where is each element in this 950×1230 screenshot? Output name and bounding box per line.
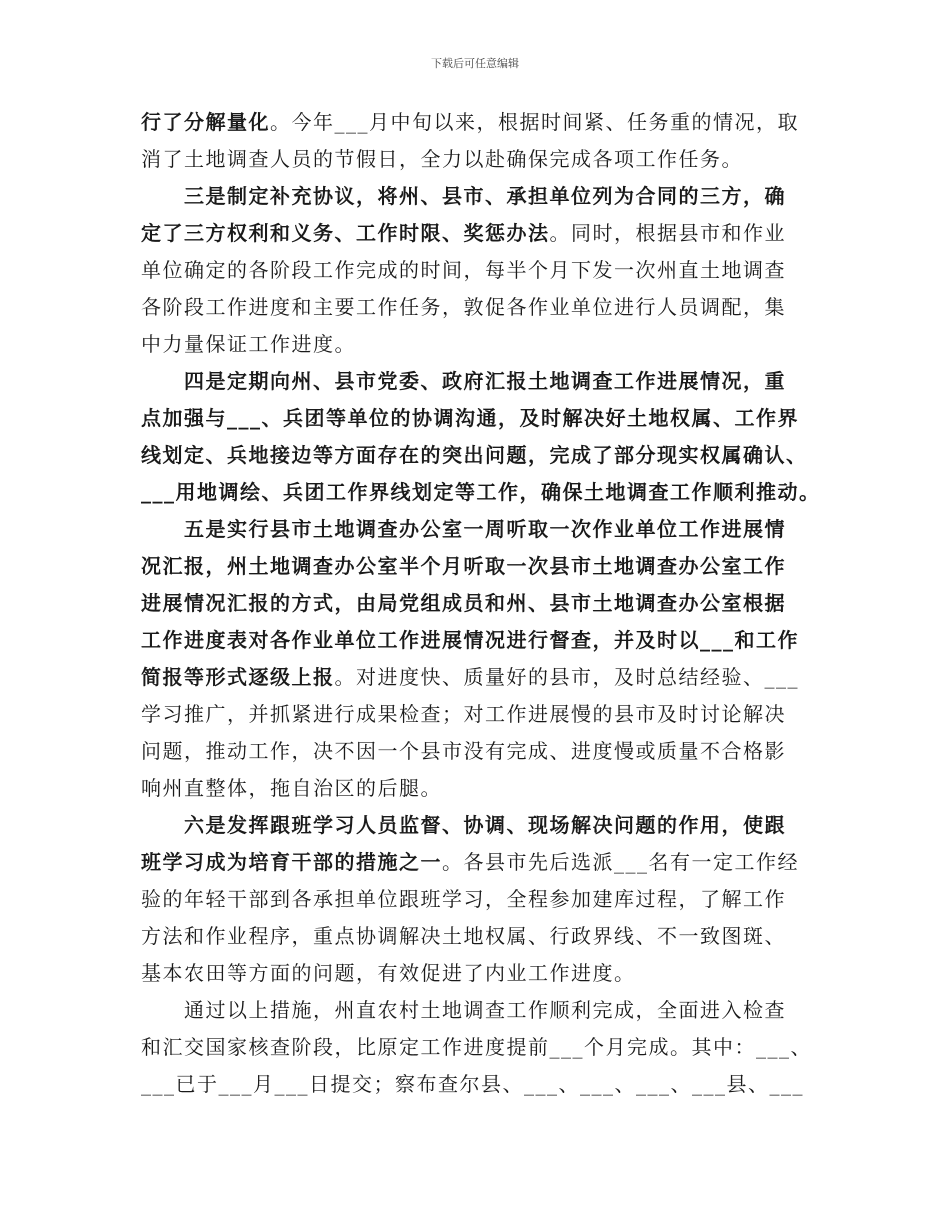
bold-text: 简报等形式逐级上报 [141,665,335,689]
text-line [141,585,811,622]
body-text: 。今年___月中旬以来，根据时间紧、任务重的情况，取 [270,110,799,134]
bold-text: ___用地调绘、兵团工作界线划定等工作，确保土地调查工作顺利推动。 [141,480,821,504]
text-line [141,918,811,955]
bold-text: 点加强与___、兵团等单位的协调沟通，及时解决好土地权属、工作界 [141,406,799,430]
bold-text: 进展情况汇报的方式，由局党组成员和州、县市土地调查办公室根据 [141,591,786,615]
text-line [141,363,811,400]
body-text: 验的年轻干部到各承担单位跟班学习，全程参加建库过程，了解工作 [141,887,786,911]
bold-text: 况汇报，州土地调查办公室半个月听取一次县市土地调查办公室工作 [141,554,786,578]
document-body [141,104,821,1103]
bold-text: 行了分解量化 [141,110,270,134]
body-text: 。各县市先后选派___名有一定工作经 [442,850,799,874]
text-line [141,770,811,807]
text-line [141,437,811,474]
text-line [141,1029,811,1066]
bold-text: 五是实行县市土地调查办公室一周听取一次作业单位工作进展情 [184,517,786,541]
bold-text: 三是制定补充协议，将州、县市、承担单位列为合同的三方，确 [184,184,786,208]
text-line [141,807,811,844]
text-line [141,400,811,437]
text-line [141,511,811,548]
bold-text: 线划定、兵地接边等方面存在的突出问题，完成了部分现实权属确认、 [141,443,808,467]
text-line [141,289,811,326]
text-line [141,955,811,992]
text-line [141,178,811,215]
bold-text: 工作进度表对各作业单位工作进展情况进行督查，并及时以___和工作 [141,628,799,652]
body-text: 问题，推动工作，决不因一个县市没有完成、进度慢或质量不合格影 [141,739,786,763]
text-line [141,252,811,289]
body-text: 各阶段工作进度和主要工作任务，敦促各作业单位进行人员调配，集 [141,295,786,319]
text-line [141,215,811,252]
bold-text: 六是发挥跟班学习人员监督、协调、现场解决问题的作用，使跟 [184,813,786,837]
bold-text: 班学习成为培育干部的措施之一 [141,850,442,874]
body-text: ___已于___月___日提交；察布查尔县、___、___、___、___县、___ [141,1072,804,1096]
body-text: 中力量保证工作进度。 [141,332,356,356]
text-line [141,992,811,1029]
body-text: 。同时，根据县市和作业 [549,221,786,245]
text-line [141,141,811,178]
page-header: 下载后可任意编辑 [431,57,519,70]
text-line [141,844,811,881]
text-line [141,622,811,659]
bold-text: 定了三方权利和义务、工作时限、奖惩办法 [141,221,550,245]
body-text: 。对进度快、质量好的县市，及时总结经验、___ [334,665,799,689]
bold-text: 四是定期向州、县市党委、政府汇报土地调查工作进展情况，重 [184,369,786,393]
text-line [141,548,811,585]
text-line [141,326,811,363]
text-line [141,659,811,696]
text-line [141,733,811,770]
text-line [141,1066,811,1103]
body-text: 响州直整体，拖自治区的后腿。 [141,776,442,800]
body-text: 单位确定的各阶段工作完成的时间，每半个月下发一次州直土地调查 [141,258,786,282]
body-text: 和汇交国家核查阶段，比原定工作进度提前___个月完成。其中：___、 [141,1035,812,1059]
text-line [141,474,821,511]
body-text: 消了土地调查人员的节假日，全力以赴确保完成各项工作任务。 [141,147,743,171]
body-text: 通过以上措施，州直农村土地调查工作顺利完成，全面进入检查 [184,998,786,1022]
body-text: 方法和作业程序，重点协调解决土地权属、行政界线、不一致图斑、 [141,924,786,948]
body-text: 基本农田等方面的问题，有效促进了内业工作进度。 [141,961,636,985]
text-line [141,696,811,733]
body-text: 学习推广，并抓紧进行成果检查；对工作进展慢的县市及时讨论解决 [141,702,786,726]
text-line [141,104,811,141]
text-line [141,881,811,918]
